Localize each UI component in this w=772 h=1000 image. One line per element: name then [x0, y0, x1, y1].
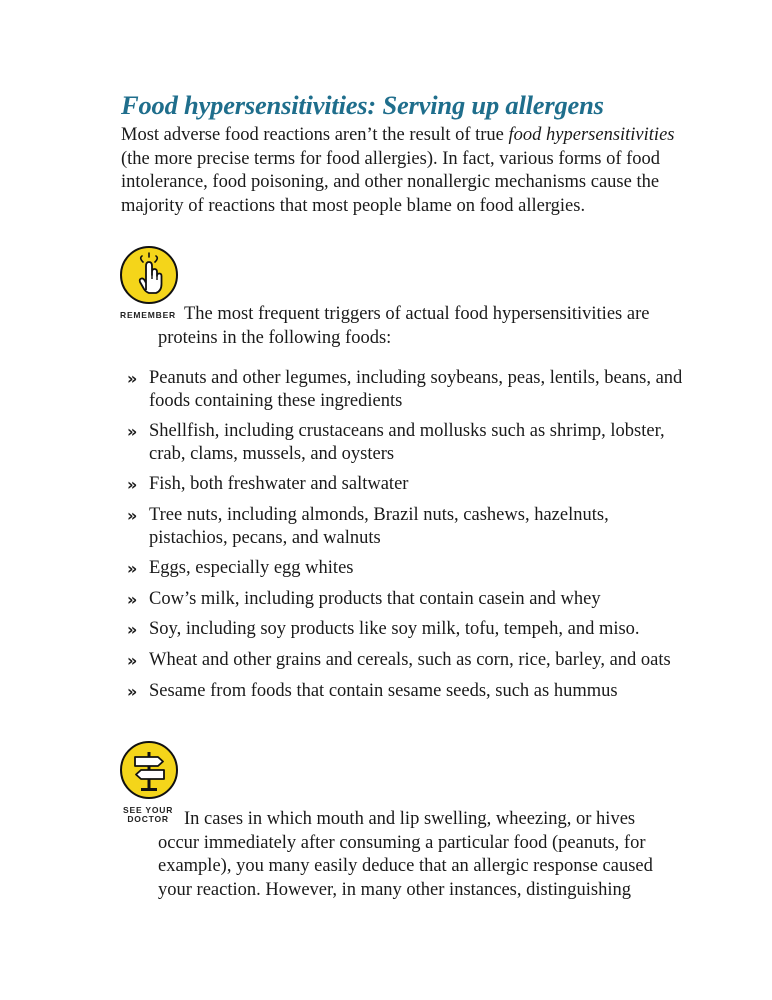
bullet-glyph: »: [127, 620, 138, 640]
list-item: [127, 420, 687, 465]
see-doctor-note: In cases in which mouth and lip swelling, wheezing, or hives occur immediately after consuming a particular food (peanuts, for example), you many easily deduce that an allergic response caused your reaction. However, in many other instances, distinguishing: [158, 809, 653, 900]
list-item: [127, 680, 687, 703]
bullet-glyph: »: [127, 505, 138, 525]
list-item: [127, 473, 687, 496]
bullet-glyph: »: [127, 369, 138, 388]
bullet-glyph: »: [127, 650, 138, 670]
remember-label: REMEMBER: [120, 310, 176, 320]
list-item: [127, 649, 687, 672]
intro-text-2: (the more precise terms for food allergies). In fact, various forms of food intolerance, food poisoning, and other nonallergic mechanisms cause the majority of reactions that most people blame on food allergies.: [121, 148, 661, 216]
list-item-text: Wheat and other grains and cereals, such as corn, rice, barley, and oats: [149, 649, 671, 670]
section-title: Food hypersensitivities: Serving up allergens: [121, 90, 604, 120]
bullet-glyph: »: [127, 589, 138, 609]
list-item-text: Tree nuts, including almonds, Brazil nuts, cashews, hazelnuts, pistachios, pecans, and walnuts: [149, 504, 609, 548]
bullet-glyph: »: [127, 681, 138, 701]
pointing-finger-icon: [120, 246, 178, 304]
bullet-glyph: »: [127, 422, 138, 442]
allergen-list: [127, 367, 687, 710]
bullet-glyph: »: [127, 559, 138, 579]
bullet-glyph: »: [127, 475, 138, 495]
list-item-text: Cow’s milk, including products that contain casein and whey: [149, 588, 601, 609]
list-item-text: Shellfish, including crustaceans and mollusks such as shrimp, lobster, crab, clams, mussels, and oysters: [149, 421, 665, 464]
list-item: [127, 588, 687, 611]
list-item-text: Sesame from foods that contain sesame seeds, such as hummus: [149, 680, 618, 701]
signpost-icon: [120, 741, 178, 799]
list-item-text: Eggs, especially egg whites: [149, 558, 354, 579]
see-your-doctor-label-line1: SEE YOUR: [123, 805, 174, 815]
remember-note: The most frequent triggers of actual food hypersensitivities are proteins in the following foods:: [158, 304, 650, 348]
list-item: [127, 504, 687, 549]
list-item: [127, 618, 687, 641]
intro-emphasis: food hypersensitivities: [508, 125, 675, 145]
list-item: [127, 367, 687, 412]
list-item-text: Soy, including soy products like soy milk, tofu, tempeh, and miso.: [149, 619, 640, 640]
list-item-text: Fish, both freshwater and saltwater: [149, 474, 409, 495]
see-your-doctor-label-line2: DOCTOR: [127, 814, 169, 824]
intro-text-1: Most adverse food reactions aren’t the result of true: [121, 125, 509, 145]
list-item-text: Peanuts and other legumes, including soybeans, peas, lentils, beans, and foods containing these ingredients: [149, 368, 683, 411]
intro-paragraph: [121, 124, 681, 218]
list-item: [127, 557, 687, 580]
